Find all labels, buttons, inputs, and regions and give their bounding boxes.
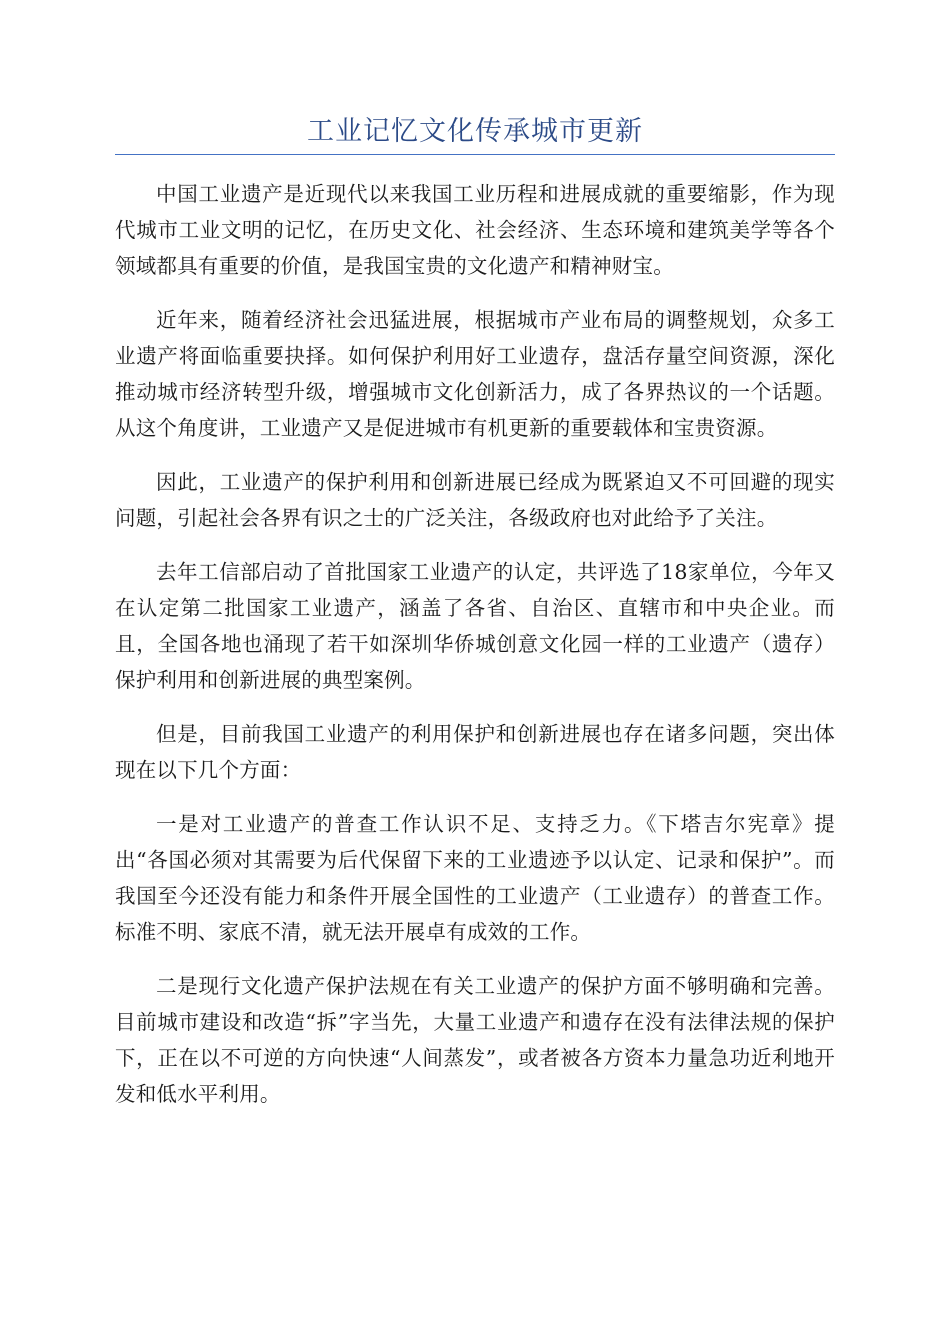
title-divider — [115, 154, 835, 155]
paragraph-6: 一是对工业遗产的普查工作认识不足、支持乏力。《下塔吉尔宪章》提出“各国必须对其需要为后代保留下来的工业遗迹予以认定、记录和保护”。而我国至今还没有能力和条件开展全国性的工业遗产（工业遗存）的普查工作。标准不明、家底不清，就无法开展卓有成效的工作。 — [115, 812, 835, 944]
paragraph-5: 但是，目前我国工业遗产的利用保护和创新进展也存在诸多问题，突出体现在以下几个方面： — [115, 722, 835, 782]
paragraph-1: 中国工业遗产是近现代以来我国工业历程和进展成就的重要缩影，作为现代城市工业文明的记忆，在历史文化、社会经济、生态环境和建筑美学等各个领域都具有重要的价值，是我国宝贵的文化遗产和精神财宝。 — [115, 182, 835, 278]
paragraph-2: 近年来，随着经济社会迅猛进展，根据城市产业布局的调整规划，众多工业遗产将面临重要抉择。如何保护利用好工业遗存，盘活存量空间资源，深化推动城市经济转型升级，增强城市文化创新活力，成了各界热议的一个话题。从这个角度讲，工业遗产又是促进城市有机更新的重要载体和宝贵资源。 — [115, 308, 835, 440]
paragraph-3: 因此，工业遗产的保护利用和创新进展已经成为既紧迫又不可回避的现实问题，引起社会各界有识之士的广泛关注，各级政府也对此给予了关注。 — [115, 470, 835, 530]
paragraph-4: 去年工信部启动了首批国家工业遗产的认定，共评选了18家单位，今年又在认定第二批国家工业遗产，涵盖了各省、自治区、直辖市和中央企业。而且，全国各地也涌现了若干如深圳华侨城创意文化园一样的工业遗产（遗存）保护利用和创新进展的典型案例。 — [115, 560, 835, 692]
paragraph-7: 二是现行文化遗产保护法规在有关工业遗产的保护方面不够明确和完善。目前城市建设和改造“拆”字当先，大量工业遗产和遗存在没有法律法规的保护下，正在以不可逆的方向快速“人间蒸发”，或者被各方资本力量急功近利地开发和低水平利用。 — [115, 974, 835, 1106]
document-body — [115, 176, 835, 1130]
document-title: 工业记忆文化传承城市更新 — [307, 116, 643, 147]
